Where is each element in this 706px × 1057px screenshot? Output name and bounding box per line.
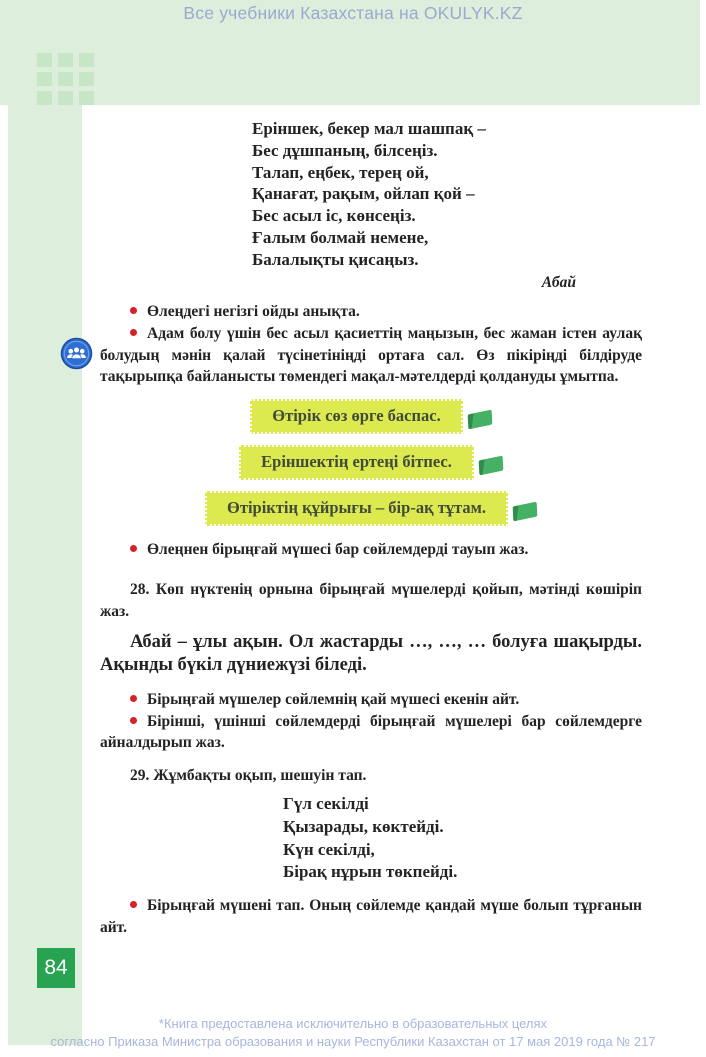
task-item <box>100 323 642 388</box>
decor-square <box>58 53 73 67</box>
exercise-number: 29. <box>130 766 150 784</box>
page-content <box>100 112 642 938</box>
proverb-strip: Өтірік сөз өрге баспас. <box>250 399 462 434</box>
decor-square <box>37 91 52 105</box>
poem-line: Еріншек, бекер мал шашпақ – <box>252 119 486 138</box>
ribbon-icon <box>478 455 503 475</box>
poem-abai <box>252 118 642 271</box>
proverb-strip: Өтіріктің құйрығы – бір-ақ тұтам. <box>205 491 508 526</box>
ribbon-icon <box>513 501 538 521</box>
task-text: Адам болу үшін бес асыл қасиеттің маңызын, бес жаман істен аулақ болудың мәнін қалай түсінетініңді ортаға сал. Өз пікіріңді білдіруде тақырыпқа байланысты төмендегі мақал-мәтелдерді қолдануды ұмытпа. <box>100 325 642 386</box>
exercise-28 <box>100 579 642 622</box>
decor-square <box>58 72 73 86</box>
task-text: Өлеңнен бірыңғай мүшесі бар сөйлемдерді тауып жаз. <box>147 540 529 558</box>
riddle-line: Күн секілді, <box>283 839 375 859</box>
task-text: Бірыңғай мүшені тап. Оның сөйлемде қандай мүше болып тұрғанын айт. <box>100 897 642 936</box>
exercise-instruction: Көп нүктенің орнына бірыңғай мүшелерді қойып, мәтінді көшіріп жаз. <box>100 581 642 620</box>
decor-square <box>58 91 73 105</box>
bullet-dot-icon <box>130 695 137 702</box>
decor-square <box>79 91 94 105</box>
decor-square <box>37 53 52 67</box>
poem-line: Ғалым болмай немене, <box>252 227 429 247</box>
task-item <box>100 301 642 323</box>
task-text: Өлеңдегі негізгі ойды анықта. <box>147 302 360 320</box>
task-item <box>100 895 642 938</box>
poem-line: Талап, еңбек, терең ой, <box>252 162 429 182</box>
task-text: Бірыңғай мүшелер сөйлемнің қай мүшесі екенін айт. <box>147 691 520 709</box>
tasks-after-poem <box>100 301 642 388</box>
bullet-dot-icon <box>130 545 137 552</box>
footer-copyright <box>0 1015 706 1051</box>
ribbon-icon <box>467 409 492 429</box>
poem-line: Балалықты қисаңыз. <box>252 249 419 269</box>
proverb-row <box>250 399 491 434</box>
exercise-instruction: Жұмбақты оқып, шешуін тап. <box>149 766 367 784</box>
page-number: 84 <box>37 948 75 988</box>
bullet-dot-icon <box>130 329 137 336</box>
poem-line: Қанағат, рақым, ойлап қой – <box>252 184 475 204</box>
task-item <box>100 711 642 754</box>
task-text: Бірінші, үшінші сөйлемдерді бірыңғай мүшелері бар сөйлемдерге айналдырып жаз. <box>100 712 642 752</box>
decor-squares-grid <box>37 53 94 105</box>
proverb-strip: Еріншектің ертеңі бітпес. <box>239 445 474 480</box>
riddle-poem <box>283 793 642 884</box>
exercise-number: 28. <box>130 581 150 599</box>
riddle-line: Бірақ нұрын төкпейді. <box>283 862 458 882</box>
riddle-line: Қызарады, көктейді. <box>283 816 444 836</box>
left-margin-strip <box>8 0 82 1045</box>
riddle-line: Гүл секілді <box>283 794 369 814</box>
exercise-29 <box>100 765 642 787</box>
poem-line: Бес дұшпаның, білсеңіз. <box>252 140 438 160</box>
task-item <box>100 689 642 711</box>
exercise-28-text: Абай – ұлы ақын. Ол жастарды …, …, … болуға шақырды. Ақынды бүкіл дүниежүзі біледі. <box>100 632 642 676</box>
decor-square <box>79 72 94 86</box>
bullet-dot-icon <box>130 717 137 724</box>
footer-line: *Книга предоставлена исключительно в образовательных целях <box>158 1016 548 1031</box>
poem-line: Бес асыл іс, көнсеңіз. <box>252 206 416 226</box>
site-watermark: Все учебники Казахстана на OKULYK.KZ <box>183 3 523 23</box>
footer-line: согласно Приказа Министра образования и науки Республики Казахстан от 17 мая 2019 года № 217 <box>50 1034 656 1049</box>
proverb-row <box>205 491 537 526</box>
task-item <box>100 539 642 561</box>
decor-square <box>79 53 94 67</box>
bullet-dot-icon <box>130 307 137 314</box>
bullet-dot-icon <box>130 901 137 908</box>
proverb-strips <box>100 399 642 526</box>
group-discussion-icon <box>60 337 93 370</box>
exercise-28-tasks <box>100 689 642 754</box>
proverb-row <box>239 445 503 480</box>
poem-author: Абай <box>541 273 576 291</box>
decor-square <box>37 72 52 86</box>
